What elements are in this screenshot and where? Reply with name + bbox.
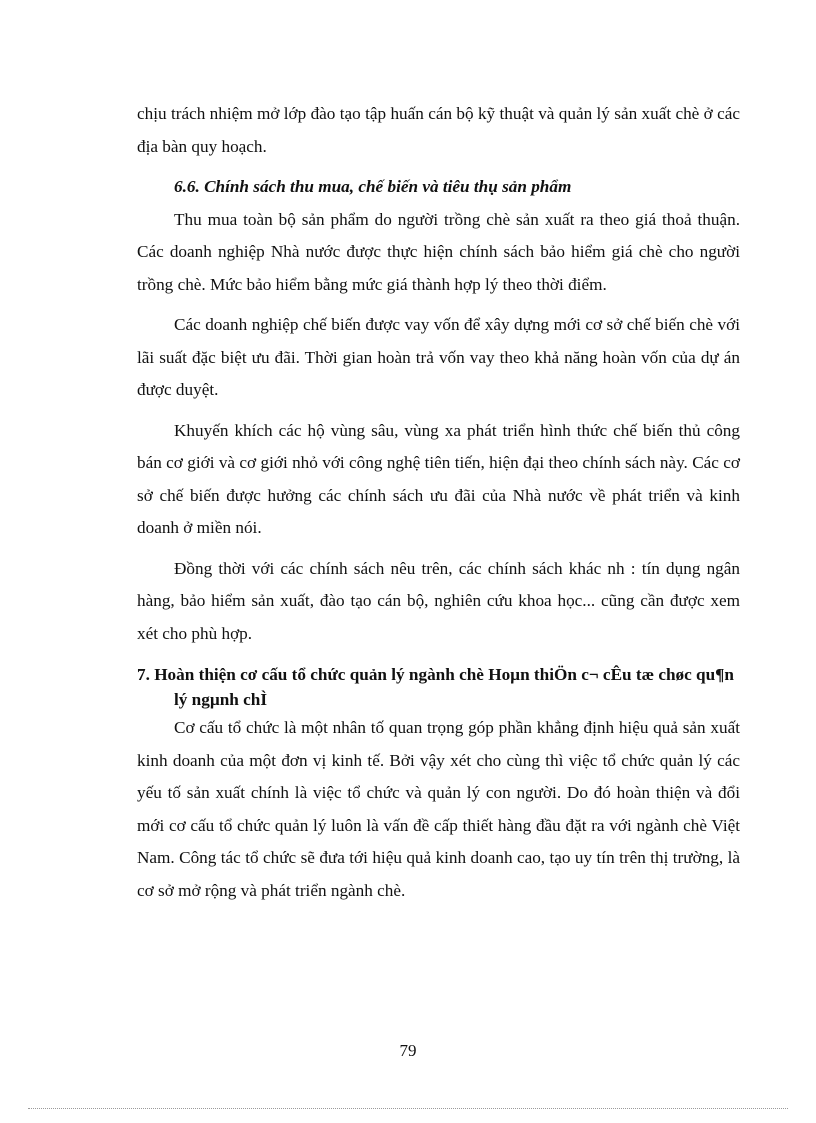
- page-number: 79: [399, 1041, 417, 1060]
- paragraph-processing-loans: Các doanh nghiệp chế biến được vay vốn để xây dựng mới cơ sở chế biến chè với lãi suất đặc biệt ưu đãi. Thời gian hoàn trả vốn vay theo khả năng hoàn vốn của dự án được duyệt.: [137, 315, 740, 399]
- paragraph-organization-structure: Cơ cấu tổ chức là một nhân tố quan trọng góp phần khẳng định hiệu quả sản xuất kinh doanh của một đơn vị kinh tế. Bởi vậy xét cho cùng thì việc tổ chức quản lý các yếu tố sản xuất chính là việc tổ chức và quản lý con người. Do đó hoàn thiện và đổi mới cơ cấu tổ chức quản lý luôn là vấn đề cấp thiết hàng đầu đặt ra với ngành chè Việt Nam. Công tác tổ chức sẽ đưa tới hiệu quả kinh doanh cao, tạo uy tín trên thị trường, là cơ sở mở rộng và phát triển ngành chè.: [137, 718, 740, 900]
- paragraph-remote-households: Khuyến khích các hộ vùng sâu, vùng xa phát triển hình thức chế biến thủ công bán cơ giới và cơ giới nhỏ với công nghệ tiên tiến, hiện đại theo chính sách này. Các cơ sở chế biến được hưởng các chính sách ưu đãi của Nhà nước về phát triển và kinh doanh ở miền nói.: [137, 420, 740, 537]
- page-body: [137, 98, 740, 915]
- paragraph-continuation: chịu trách nhiệm mở lớp đào tạo tập huấn cán bộ kỹ thuật và quản lý sản xuất chè ở các địa bàn quy hoạch.: [137, 104, 740, 156]
- section-heading-6-6: 6.6. Chính sách thu mua, chế biến và tiêu thụ sản phẩm: [174, 177, 572, 196]
- section-heading-7: 7. Hoàn thiện cơ cấu tổ chức quản lý ngành chè Hoµn thiÖn c¬ cÊu tæ chøc qu¶n lý ngµnh chÌ: [137, 665, 734, 709]
- paragraph-other-policies: Đồng thời với các chính sách nêu trên, các chính sách khác nh : tín dụng ngân hàng, bảo hiểm sản xuất, đào tạo cán bộ, nghiên cứu khoa học... cũng cần được xem xét cho phù hợp.: [137, 558, 740, 643]
- paragraph-purchase-policy: Thu mua toàn bộ sản phẩm do người trồng chè sản xuất ra theo giá thoả thuận. Các doanh nghiệp Nhà nước được thực hiện chính sách bảo hiểm giá chè cho người trồng chè. Mức bảo hiểm bằng mức giá thành hợp lý theo thời điểm.: [137, 209, 740, 294]
- footer-divider: [28, 1108, 788, 1109]
